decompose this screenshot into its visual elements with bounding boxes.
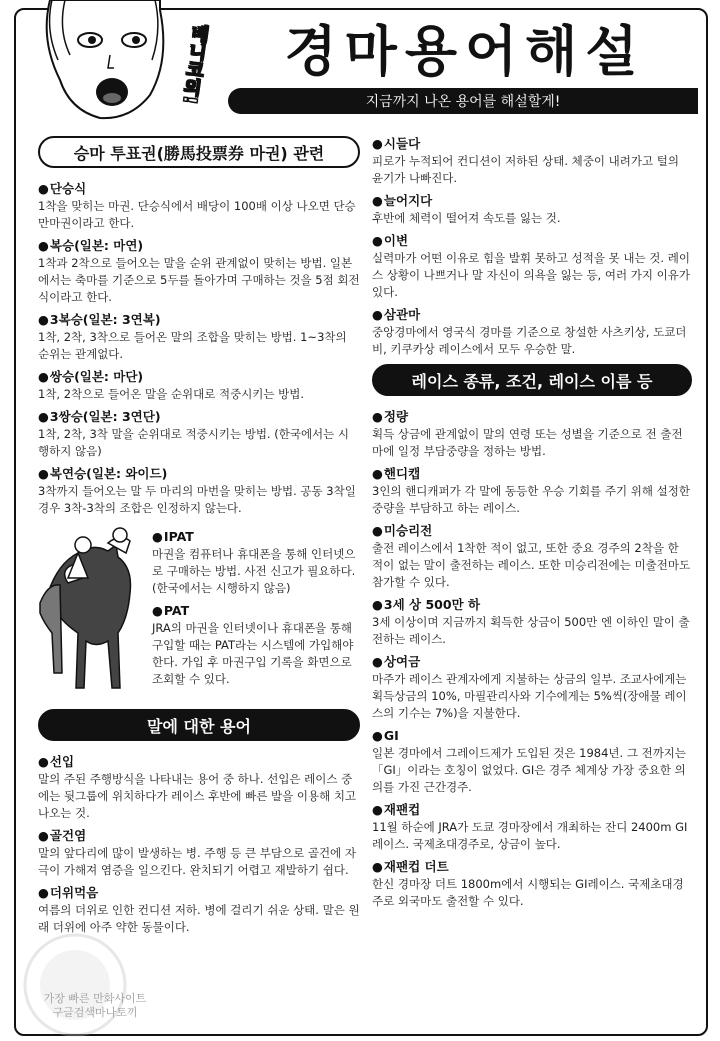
section-banner-betting: 승마 투표권(勝馬投票券 마권) 관련 — [38, 136, 360, 168]
term-title: ● PAT — [152, 602, 360, 620]
term-definition: 출전 레이스에서 1착한 적이 없고, 또한 중요 경주의 2착을 한 적이 없는 말이 출전하는 레이스. 또한 미승리전에는 미출전마도 참가할 수 있다. — [372, 541, 691, 589]
term-title: ● 핸디캡 — [372, 465, 692, 483]
term-definition: JRA의 마권을 인터넷이나 휴대폰을 통해 구입할 때는 PAT라는 시스템에 가입해야 한다. 가입 후 마권구입 기록을 화면으로 조회할 수 있다. — [152, 621, 354, 686]
term-title: ● 3복승(일본: 3연복) — [38, 311, 360, 329]
term-definition: 1착을 맞히는 마권. 단승식에서 배당이 100배 이상 나오면 단승만마권이라고 한다. — [38, 199, 356, 230]
term-title: ● GⅠ — [372, 727, 692, 745]
term-definition: 마권을 컴퓨터나 휴대폰을 통해 인터넷으로 구매하는 방법. 사전 신고가 필요하다. (한국에서는 시행하지 않음) — [152, 547, 356, 595]
term-definition: 말의 앞다리에 많이 발생하는 병. 주행 등 큰 부담으로 골건에 자극이 가해져 염증을 일으킨다. 완치되기 어렵고 재발하기 쉽다. — [38, 846, 356, 877]
term-definition: 일본 경마에서 그레이드제가 도입된 것은 1984년. 그 전까지는 「GⅠ」이라는 호칭이 없었다. GⅠ은 경주 체계상 가장 중요한 의의를 가진 근간경주. — [372, 746, 687, 794]
vertical-tag: 베니코의! — [178, 22, 211, 106]
section-banner-horse-terms: 말에 대한 용어 — [38, 709, 360, 741]
left-column — [38, 130, 360, 936]
term-title: ● 재팬컵 더트 — [372, 858, 692, 876]
term-title: ● 선입 — [38, 753, 360, 771]
term-definition: 획득 상금에 관계없이 말의 연령 또는 성별을 기준으로 전 출전마에 일정 부담중량을 정하는 방법. — [372, 427, 683, 458]
page-title: 경마용어해설 — [284, 19, 646, 83]
term-title: ● 3세 상 500만 하 — [372, 596, 692, 614]
term-definition: 말의 주된 주행방식을 나타내는 용어 중 하나. 선입은 레이스 중에는 뒷그룹에 위치하다가 레이스 후반에 빠른 발을 이용해 치고 나오는 것. — [38, 772, 357, 820]
term-title: ● 재팬컵 — [372, 801, 692, 819]
term-title: ● 더위먹음 — [38, 884, 360, 902]
term-title: ● 이변 — [372, 232, 692, 250]
term-definition: 실력마가 어떤 이유로 힘을 발휘 못하고 성적을 못 내는 것. 레이스 상황이 나쁘거나 말 자신이 의욕을 잃는 등, 여러 가지 이유가 있다. — [372, 251, 690, 299]
character-face-illustration — [30, 0, 180, 120]
term-definition: 1착, 2착으로 들어온 말을 순위대로 적중시키는 방법. — [38, 387, 305, 401]
term-definition: 마주가 레이스 관계자에게 지불하는 상금의 일부. 조교사에게는 획득상금의 10%, 마필관리사와 기수에게는 5%씩(장애물 레이스의 기수는 7%)을 지불한다. — [372, 672, 687, 720]
term-title: ● 3쌍승(일본: 3연단) — [38, 408, 360, 426]
header — [0, 0, 720, 125]
horse-text-area — [150, 523, 360, 703]
term-definition: 후반에 체력이 떨어져 속도를 잃는 것. — [372, 211, 561, 225]
term-title: ● 단승식 — [38, 180, 360, 198]
subtitle-bar: 지금까지 나온 용어를 해설할게! — [228, 88, 698, 114]
term-definition: 한신 경마장 더트 1800m에서 시행되는 GⅠ레이스. 국제초대경주로 외국마도 출전할 수 있다. — [372, 877, 684, 908]
term-definition: 3세 이상이며 지금까지 획득한 상금이 500만 엔 이하인 말이 출전하는 레이스. — [372, 615, 690, 646]
term-definition: 3인의 핸디캐퍼가 각 말에 동등한 우승 기회를 주기 위해 설정한 중량을 부담하고 하는 레이스. — [372, 484, 690, 515]
term-title: ● 시들다 — [372, 135, 692, 153]
term-title: ● 미승리전 — [372, 522, 692, 540]
term-definition: 중앙경마에서 영국식 경마를 기준으로 창설한 사츠키상, 도쿄더비, 키쿠카상 레이스에서 모두 우승한 말. — [372, 325, 687, 356]
watermark-line-1: 가장 빠른 만화사이트 — [43, 992, 147, 1005]
term-title: ● 골건염 — [38, 827, 360, 845]
right-column — [372, 130, 692, 910]
term-title: ● 복연승(일본: 와이드) — [38, 465, 360, 483]
term-definition: 피로가 누적되어 컨디션이 저하된 상태. 체중이 내려가고 털의 윤기가 나빠진다. — [372, 154, 679, 185]
racehorse-illustration — [38, 523, 150, 703]
term-title: ● 쌍승(일본: 마단) — [38, 368, 360, 386]
term-definition: 3착까지 들어오는 말 두 마리의 마번을 맞히는 방법. 공동 3착일 경우 3착-3착의 조합은 인정하지 않는다. — [38, 484, 356, 515]
term-definition: 여름의 더위로 인한 컨디션 저하. 병에 걸리기 쉬운 상태. 말은 원래 더위에 아주 약한 동물이다. — [38, 903, 360, 934]
term-title: ● 상여금 — [372, 653, 692, 671]
watermark-line-2: 구글검색마나토끼 — [52, 1006, 138, 1019]
watermark-logo — [0, 930, 150, 1040]
term-title: ● 늘어지다 — [372, 192, 692, 210]
horse-illustration-block — [38, 523, 360, 703]
section-banner-race-types: 레이스 종류, 조건, 레이스 이름 등 — [372, 364, 692, 396]
term-definition: 1착, 2착, 3착 말을 순위대로 적중시키는 방법. (한국에서는 시행하지 않음) — [38, 427, 350, 458]
watermark-text — [20, 992, 170, 1020]
term-definition: 11월 하순에 JRA가 도쿄 경마장에서 개최하는 잔디 2400m GⅠ레이스. 국제초대경주로, 상금이 높다. — [372, 820, 688, 851]
term-title: ● 복승(일본: 마연) — [38, 237, 360, 255]
term-title: ● 정량 — [372, 408, 692, 426]
term-title: ● IPAT — [152, 528, 360, 546]
term-definition: 1착, 2착, 3착으로 들어온 말의 조합을 맞히는 방법. 1~3착의 순위는 관계없다. — [38, 330, 347, 361]
term-definition: 1착과 2착으로 들어오는 말을 순위 관계없이 맞히는 방법. 일본에서는 축마를 기준으로 5두를 돌아가며 구매하는 것을 5점 회전식이라고 한다. — [38, 256, 360, 304]
term-title: ● 삼관마 — [372, 306, 692, 324]
